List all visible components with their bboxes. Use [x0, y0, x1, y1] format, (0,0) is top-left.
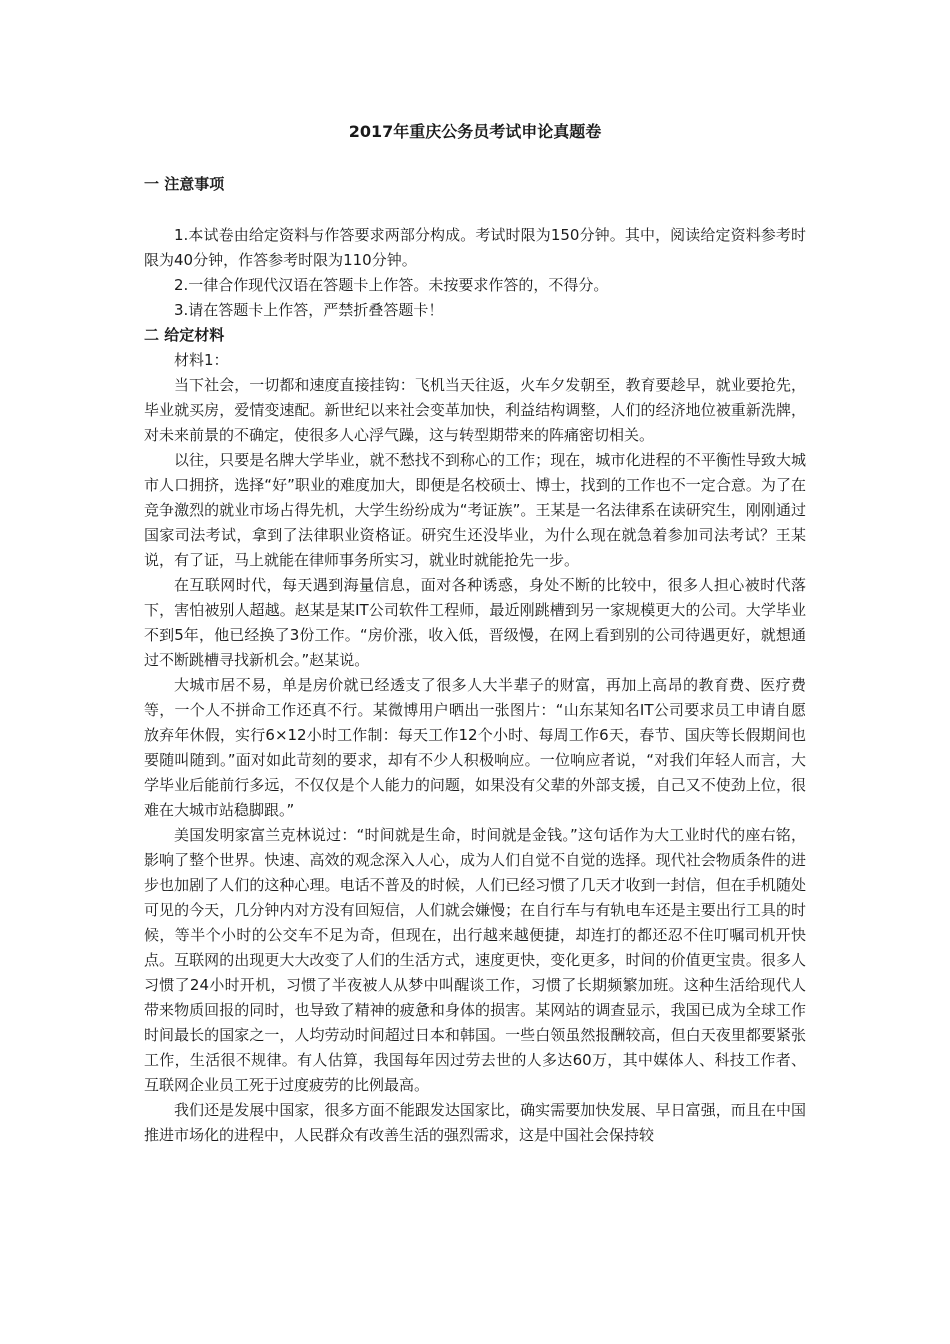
- document-page: [144, 120, 806, 1148]
- notice-item: 1.本试卷由给定资料与作答要求两部分构成。考试时限为150分钟。其中，阅读给定资料参考时限为40分钟，作答参考时限为110分钟。: [144, 226, 806, 269]
- material-paragraph: 当下社会，一切都和速度直接挂钩：飞机当天往返，火车夕发朝至，教育要趁早，就业要抢先，毕业就买房，爱情变速配。新世纪以来社会变革加快，利益结构调整，人们的经济地位被重新洗牌，对未来前景的不确定，使很多人心浮气躁，这与转型期带来的阵痛密切相关。: [144, 376, 806, 444]
- material-paragraph: 在互联网时代，每天遇到海量信息，面对各种诱惑，身处不断的比较中，很多人担心被时代落下，害怕被别人超越。赵某是某IT公司软件工程师，最近刚跳槽到另一家规模更大的公司。大学毕业不到5年，他已经换了3份工作。“房价涨，收入低，晋级慢，在网上看到别的公司待遇更好，就想通过不断跳槽寻找新机会。”赵某说。: [144, 576, 806, 669]
- section-heading-materials: 二 给定材料: [144, 326, 225, 344]
- notice-item: 3.请在答题卡上作答，严禁折叠答题卡！: [174, 301, 444, 319]
- material-paragraph: 美国发明家富兰克林说过：“时间就是生命，时间就是金钱。”这句话作为大工业时代的座右铭，影响了整个世界。快速、高效的观念深入人心，成为人们自觉不自觉的选择。现代社会物质条件的进步也加剧了人们的这种心理。电话不普及的时候，人们已经习惯了几天才收到一封信，但在手机随处可见的今天，几分钟内对方没有回短信，人们就会嫌慢；在自行车与有轨电车还是主要出行工具的时候，等半个小时的公交车不足为奇，但现在，出行越来越便捷，却连打的都还忍不住叮嘱司机开快点。互联网的出现更大大改变了人们的生活方式，速度更快，变化更多，时间的价值更宝贵。很多人习惯了24小时开机，习惯了半夜被人从梦中叫醒谈工作，习惯了长期频繁加班。这种生活给现代人带来物质回报的同时，也导致了精神的疲惫和身体的损害。某网站的调查显示，我国已成为全球工作时间最长的国家之一，人均劳动时间超过日本和韩国。一些白领虽然报酬较高，但白天夜里都要紧张工作，生活很不规律。有人估算，我国每年因过劳去世的人多达60万，其中媒体人、科技工作者、互联网企业员工死于过度疲劳的比例最高。: [144, 826, 806, 1094]
- material-paragraph: 我们还是发展中国家，很多方面不能跟发达国家比，确实需要加快发展、早日富强，而且在中国推进市场化的进程中，人民群众有改善生活的强烈需求，这是中国社会保持较: [144, 1101, 806, 1144]
- material-paragraph: 以往，只要是名牌大学毕业，就不愁找不到称心的工作；现在，城市化进程的不平衡性导致大城市人口拥挤，选择“好”职业的难度加大，即便是名校硕士、博士，找到的工作也不一定合意。为了在竞争激烈的就业市场占得先机，大学生纷纷成为“考证族”。王某是一名法律系在读研究生，刚刚通过国家司法考试，拿到了法律职业资格证。研究生还没毕业，为什么现在就急着参加司法考试？王某说，有了证，马上就能在律师事务所实习，就业时就能抢先一步。: [144, 451, 806, 569]
- notice-item: 2.一律合作现代汉语在答题卡上作答。未按要求作答的，不得分。: [174, 276, 609, 294]
- material-paragraph: 大城市居不易，单是房价就已经透支了很多人大半辈子的财富，再加上高昂的教育费、医疗费等，一个人不拼命工作还真不行。某微博用户晒出一张图片：“山东某知名IT公司要求员工申请自愿放弃年休假，实行6×12小时工作制：每天工作12个小时、每周工作6天，春节、国庆等长假期间也要随叫随到。”面对如此苛刻的要求，却有不少人积极响应。一位响应者说，“对我们年轻人而言，大学毕业后能前行多远，不仅仅是个人能力的问题，如果没有父辈的外部支援，自己又不使劲上位，很难在大城市站稳脚跟。”: [144, 676, 806, 819]
- document-title: 2017年重庆公务员考试申论真题卷: [348, 122, 602, 141]
- material-label: 材料1：: [174, 351, 229, 369]
- section-heading-notices: 一 注意事项: [144, 175, 225, 193]
